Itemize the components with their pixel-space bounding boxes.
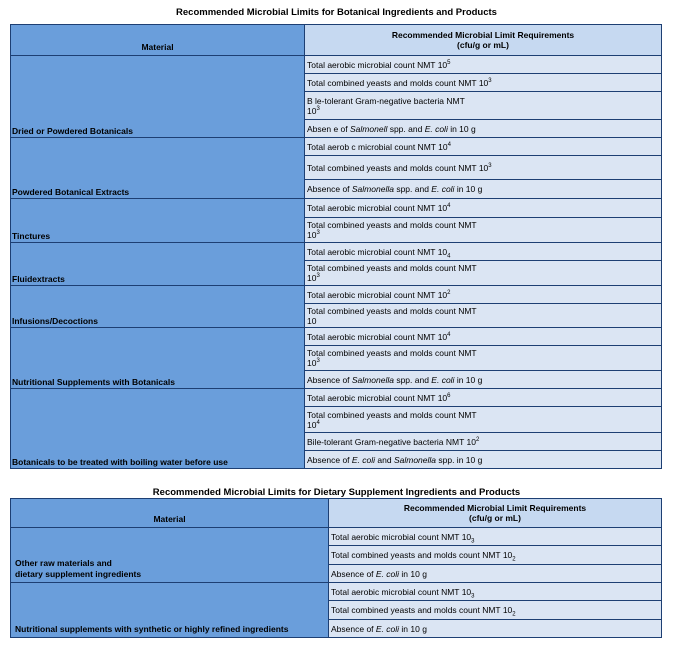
req-text-part: Total combined yeasts and molds count NMT 10 <box>307 162 489 173</box>
material-cell <box>11 528 329 583</box>
req-text-part: and <box>375 454 394 465</box>
req-text-part: 10 <box>307 230 317 240</box>
exponent: 4 <box>447 253 451 260</box>
requirement-cell <box>329 565 662 583</box>
exponent: 2 <box>447 289 451 296</box>
req-text-part: spp. and <box>387 123 425 134</box>
req-text-part: Absence of <box>307 374 352 385</box>
requirement-cell <box>305 346 662 371</box>
material-cell <box>11 138 305 199</box>
table-row <box>11 243 662 261</box>
exponent: 2 <box>512 611 516 618</box>
table-row <box>11 286 662 304</box>
requirement-cell <box>305 328 662 346</box>
requirement-cell <box>305 218 662 243</box>
botanical-limits-table <box>10 24 662 469</box>
material-cell <box>11 56 305 138</box>
req-text-part: in 10 g <box>454 184 483 194</box>
requirement-cell <box>305 286 662 304</box>
table-row <box>11 583 662 601</box>
exponent: 6 <box>447 392 451 399</box>
req-text-part: Total combined yeasts and molds count NMT 10 <box>331 605 513 615</box>
requirement-cell <box>329 546 662 565</box>
exponent: 3 <box>316 105 320 112</box>
exponent: 4 <box>316 419 320 426</box>
req-text-part: Salmonella <box>393 454 437 465</box>
table-row <box>11 528 662 546</box>
req-text-part: Total aerobic microbial count NMT 10 <box>331 586 472 597</box>
material-cell <box>11 583 329 638</box>
material-label: Powdered Botanical Extracts <box>12 187 130 197</box>
exponent: 2 <box>475 436 480 443</box>
req-text-part: Salmonella <box>351 374 394 385</box>
req-text-part: Total combined yeasts and molds count NMT <box>307 305 477 316</box>
material-label: Dried or Powdered Botanicals <box>12 126 133 136</box>
req-text-part: Salmonella <box>351 184 394 194</box>
req-text-part: Absence of <box>331 568 376 579</box>
exponent: 3 <box>488 162 492 169</box>
header-material-2: Material <box>11 499 329 528</box>
requirement-cell <box>305 407 662 433</box>
requirement-cell <box>305 138 662 156</box>
requirement-cell <box>305 56 662 74</box>
req-text-part: E. coli <box>424 123 448 134</box>
table-row <box>11 199 662 218</box>
exponent: 3 <box>471 593 475 600</box>
requirement-cell <box>305 156 662 180</box>
req-text-part: Total combined yeasts and molds count NMT <box>307 348 477 358</box>
req-text-part: Total combined yeasts and molds count NMT <box>307 220 477 230</box>
req-text-part: 10 <box>307 358 317 368</box>
requirement-cell <box>305 389 662 407</box>
req-text-part: 10 <box>307 273 317 283</box>
exponent: 3 <box>316 273 320 280</box>
requirement-cell <box>305 120 662 138</box>
req-text-part: Total combined yeasts and molds count NMT <box>307 409 477 420</box>
req-text-part: E. coli <box>375 568 400 579</box>
material-label: Botanicals to be treated with boiling water before use <box>12 457 228 467</box>
req-text-part: in 10 g <box>399 623 427 634</box>
requirement-cell <box>305 371 662 389</box>
material-label: Other raw materials and <box>15 558 112 568</box>
table-row <box>11 389 662 407</box>
requirement-cell <box>305 74 662 92</box>
requirement-cell <box>305 92 662 120</box>
exponent: 3 <box>488 77 492 84</box>
header-material: Material <box>11 25 305 56</box>
req-text-part: E. coli <box>431 374 455 385</box>
req-text-part: Total aerobic microbial count NMT 10 <box>307 203 448 213</box>
material-cell <box>11 389 305 469</box>
material-cell <box>11 199 305 243</box>
material-label: dietary supplement ingredients <box>15 569 142 579</box>
exponent: 4 <box>447 141 451 148</box>
req-text-part: in 10 g <box>399 568 427 579</box>
req-text-part: Salmonell <box>350 123 388 134</box>
dietary-supplement-limits-table <box>10 498 662 638</box>
table1-title: Recommended Microbial Limits for Botanical Ingredients and Products <box>176 7 497 18</box>
requirement-cell <box>305 261 662 286</box>
requirement-cell <box>305 304 662 328</box>
req-text-part: Total aerobic microbial count NMT 10 <box>307 331 448 342</box>
material-cell <box>11 286 305 328</box>
material-cell <box>11 243 305 286</box>
req-text-part: in 10 g <box>454 374 483 385</box>
req-text-part: Absence of <box>307 184 352 194</box>
material-label: Tinctures <box>12 231 51 241</box>
table2-title: Recommended Microbial Limits for Dietary Supplement Ingredients and Products <box>152 487 521 498</box>
material-label: Nutritional Supplements with Botanicals <box>12 377 175 387</box>
req-text-part: 10 <box>307 419 317 430</box>
requirement-cell <box>305 451 662 469</box>
header-requirements-2: Recommended Microbial Limit Requirements (cfu/g or mL) <box>329 499 662 528</box>
req-text-part: Total aerobic microbial count NMT 10 <box>307 392 448 403</box>
req-text-part: Absen e of <box>307 123 351 134</box>
req-text-part: Total combined yeasts and molds count NMT 10 <box>331 550 513 560</box>
req-text-part: Total combined yeasts and molds count NMT <box>307 263 477 273</box>
requirement-cell <box>329 620 662 638</box>
req-text-part: Bile-tolerant Gram-negative bacteria NMT 10 <box>307 436 476 447</box>
req-text-part: B le-tolerant Gram-negative bacteria NMT <box>307 95 465 106</box>
requirement-cell <box>305 180 662 199</box>
table-row <box>11 328 662 346</box>
exponent: 5 <box>447 59 451 66</box>
req-text-part: Total aerobic microbial count NMT 10 <box>307 246 448 257</box>
table-row <box>11 138 662 156</box>
req-text-part: spp. and <box>393 184 432 194</box>
req-text-part: spp. and <box>393 374 432 385</box>
material-label: Nutritional supplements with synthetic or highly refined ingredients <box>15 624 289 634</box>
req-text-part: 10 <box>307 105 317 116</box>
req-text-part: spp. in 10 g <box>436 454 483 465</box>
material-cell <box>11 328 305 389</box>
requirement-cell <box>329 528 662 546</box>
exponent: 3 <box>471 538 475 545</box>
req-text-part: Total aerobic microbial count NMT 10 <box>331 531 472 542</box>
req-text-part: Absence of <box>307 454 352 465</box>
req-text-part: Absence of <box>331 623 376 634</box>
material-label: Fluidextracts <box>12 274 65 284</box>
req-text-part: Total combined yeasts and molds count NMT 10 <box>307 77 489 88</box>
requirement-cell <box>305 243 662 261</box>
exponent: 4 <box>447 203 451 210</box>
exponent: 3 <box>316 230 320 237</box>
requirement-cell <box>329 601 662 620</box>
material-label: Infusions/Decoctions <box>12 316 98 326</box>
req-text-part: Total aerobic microbial count NMT 10 <box>307 59 448 70</box>
requirement-cell <box>305 433 662 451</box>
exponent: 2 <box>512 556 516 563</box>
exponent: 4 <box>447 331 451 338</box>
exponent: 3 <box>316 358 320 365</box>
requirement-cell <box>329 583 662 601</box>
req-text-part: E. coli <box>351 454 376 465</box>
req-text-part: Total aerobic microbial count NMT 10 <box>307 289 448 300</box>
req-text-part: E. coli <box>375 623 400 634</box>
header-requirements: Recommended Microbial Limit Requirements (cfu/g or mL) <box>305 25 662 56</box>
req-text-part: 10 <box>307 315 317 326</box>
req-text-part: Total aerob c microbial count NMT 10 <box>307 141 448 152</box>
table-row <box>11 56 662 74</box>
req-text-part: E. coli <box>431 184 455 194</box>
req-text-part: in 10 g <box>447 123 476 134</box>
requirement-cell <box>305 199 662 218</box>
